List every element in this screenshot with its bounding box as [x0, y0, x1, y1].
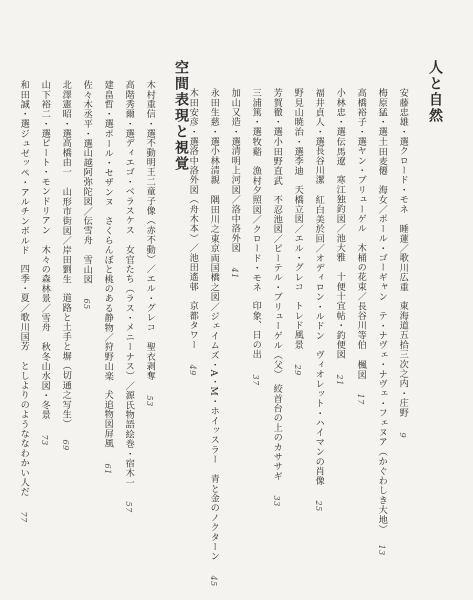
- work-title: 女官たち（ラス・メニーナス）／源氏物語絵巻・宿木一: [123, 244, 135, 488]
- toc-entry[interactable]: [356, 88, 365, 405]
- page-number: 33: [272, 487, 282, 507]
- work-title: 聖衣剥奪: [144, 341, 156, 381]
- work-title: 小林清親: [208, 146, 220, 186]
- select-label: ・選: [18, 109, 30, 129]
- work-title: 木々の森林景／雪舟: [39, 244, 51, 333]
- toc-entry[interactable]: [209, 88, 218, 587]
- select-label: ・選: [292, 136, 304, 156]
- selector-name: 和田誠: [18, 80, 30, 110]
- toc-entry[interactable]: [398, 88, 407, 438]
- work-title: クロード・モネ: [397, 146, 409, 215]
- select-label: ・選: [229, 126, 241, 147]
- toc-entry[interactable]: [124, 80, 133, 513]
- page-number: 29: [293, 355, 303, 376]
- work-title: 小田野直武: [271, 136, 283, 186]
- page-number: 73: [40, 425, 50, 446]
- work-title: 秋冬山水図・冬景: [39, 341, 51, 420]
- select-label: ・選: [39, 118, 51, 139]
- selector-name: 佐々木丞平: [81, 80, 93, 129]
- page-number: 61: [103, 454, 113, 475]
- select-label: ・選: [208, 126, 220, 147]
- work-title: 牧谿: [250, 136, 262, 156]
- toc-entry[interactable]: [272, 88, 281, 507]
- page-number: 9: [398, 423, 408, 438]
- page-number: 45: [209, 567, 219, 587]
- page-number: 49: [188, 355, 198, 376]
- selector-name: 高橋裕子: [355, 88, 367, 127]
- work-title: 雪山図: [81, 254, 93, 284]
- select-label: ・選: [144, 118, 156, 139]
- select-label: ・選: [123, 118, 135, 139]
- toc-entry[interactable]: [145, 80, 154, 406]
- select-label: ・選: [187, 126, 199, 147]
- toc-entry[interactable]: [293, 88, 302, 376]
- work-title: 絞首台の上のカササギ: [271, 384, 283, 482]
- page-number: 21: [335, 365, 345, 386]
- toc-entry[interactable]: [103, 80, 112, 474]
- work-title: 東海道五拾三次之内・庄野: [397, 301, 409, 418]
- selector-name: 山下裕二: [39, 80, 51, 119]
- selector-name: 北澤憲昭: [60, 80, 72, 119]
- work-title: 山形市街図／岸田劉生: [60, 186, 72, 284]
- selector-name: 野見山暁治: [292, 88, 304, 137]
- toc-entry[interactable]: [251, 88, 260, 385]
- work-title: テ・ナヴェ・ナヴェ・フェヌア（かぐわしき大地）: [376, 311, 388, 530]
- select-label: ・選: [355, 126, 367, 147]
- work-title: 紅白美於回／オディロン・ルドン: [313, 194, 325, 341]
- page-number: 65: [82, 289, 92, 310]
- select-label: ・選: [334, 117, 346, 137]
- selector-name: 梅原猛: [376, 88, 388, 118]
- selector-name: 加山又造: [229, 88, 241, 127]
- section-title: 空間表現と視覚: [173, 60, 189, 172]
- work-title: トレド風景: [292, 301, 304, 350]
- section-title: 人と自然: [427, 60, 443, 124]
- select-label: ・選: [60, 118, 72, 139]
- toc-entry[interactable]: [40, 80, 49, 445]
- toc-entry[interactable]: [61, 80, 70, 450]
- work-title: さくらんぼと桃のある静物／狩野山楽: [102, 215, 114, 381]
- page-number: 77: [19, 503, 29, 523]
- work-title: 十便十宜帖・釣便図: [334, 272, 346, 360]
- work-title: 睡蓮／歌川広重: [397, 223, 409, 292]
- selector-name: 安藤忠雄: [397, 88, 409, 127]
- work-title: 印象、日の出: [250, 301, 262, 360]
- select-label: ・選: [397, 126, 409, 147]
- page-number: 25: [314, 491, 324, 512]
- select-label: ・選: [102, 109, 114, 129]
- work-title: ディエゴ・ベラスケス: [123, 138, 135, 236]
- work-title: 伝馬遼: [334, 136, 346, 166]
- work-title: 長谷川潔: [313, 146, 325, 186]
- work-title: 土田麦僊: [376, 136, 388, 176]
- toc-entry[interactable]: [377, 88, 386, 555]
- page-number: 69: [61, 430, 71, 451]
- work-title: ポール・セザンヌ: [102, 128, 114, 207]
- selector-name: 小林忠: [334, 88, 346, 118]
- toc-entry[interactable]: [82, 80, 91, 309]
- work-title: 京都タワー: [187, 301, 199, 350]
- work-title: 海女／ポール・ゴーギャン: [376, 185, 388, 302]
- toc-entry[interactable]: [335, 88, 344, 385]
- work-title: 山越阿弥陀図／伝雪舟: [81, 147, 93, 245]
- selector-name: 建畠晢: [102, 80, 114, 110]
- selector-name: 高階秀爾: [123, 80, 135, 119]
- selector-name: 三浦篤: [250, 88, 262, 118]
- toc-entry[interactable]: [314, 88, 323, 511]
- toc-entry[interactable]: [188, 88, 197, 376]
- selector-name: 木村重信: [144, 80, 156, 119]
- page-number: 57: [124, 493, 134, 514]
- work-title: ジュゼッペ・アルチンボルド: [18, 128, 30, 255]
- select-label: ・選: [313, 126, 325, 147]
- selector-name: 木田安彦: [187, 88, 199, 127]
- work-title: 木桶の花束／長谷川等伯: [355, 243, 367, 350]
- select-label: ・選: [250, 117, 262, 137]
- work-title: 楓図: [355, 359, 367, 380]
- work-title: 青と金のノクターン: [208, 473, 220, 561]
- selector-name: 永田生慈: [208, 88, 220, 127]
- toc-entry[interactable]: [230, 88, 239, 279]
- toc-entry[interactable]: [19, 80, 28, 523]
- work-title: ヴィオレット・ハイマンの肖像: [313, 349, 325, 486]
- work-title: 不忍池図／ピーテル・ブリューゲル（父）: [271, 194, 283, 375]
- work-title: 清明上河図／洛中洛外図: [229, 146, 241, 253]
- work-title: 漁村夕照図／クロード・モネ: [250, 165, 262, 292]
- work-title: 洛中洛外図（舟木本）／池田遙邨: [187, 146, 199, 292]
- page-number: 41: [230, 258, 240, 279]
- select-label: ・選: [271, 117, 283, 137]
- select-label: ・選: [81, 128, 93, 148]
- work-title: 道路と土手と塀（切通之写生）: [60, 293, 72, 425]
- selector-name: 福井貞人: [313, 88, 325, 127]
- selector-name: 芳賀徹: [271, 88, 283, 118]
- page-number: 17: [356, 385, 366, 405]
- work-title: 不動明王二童子像（赤不動）／エル・グレコ: [144, 138, 156, 333]
- work-title: 犬追物図屏風: [102, 390, 114, 449]
- work-title: 天橋立図／エル・グレコ: [292, 185, 304, 292]
- work-title: ヤン・ブリューゲル: [355, 146, 367, 234]
- select-label: ・選: [376, 117, 388, 137]
- work-title: ピート・モンドリアン: [39, 138, 51, 236]
- page-number: 13: [377, 535, 387, 556]
- work-title: 寒江独釣図／池大雅: [334, 175, 346, 263]
- work-title: 李迪: [292, 155, 304, 176]
- work-title: 隅田川之東京両国橋之図／ジェイムズ・A・M・ホイッスラー: [208, 194, 220, 464]
- page-number: 37: [251, 365, 261, 386]
- work-title: 高橋由一: [60, 138, 72, 178]
- work-title: 四季・夏／歌川国芳: [18, 264, 30, 352]
- page-number: 53: [145, 386, 155, 407]
- work-title: としよりのようななわかい人だ: [18, 361, 30, 498]
